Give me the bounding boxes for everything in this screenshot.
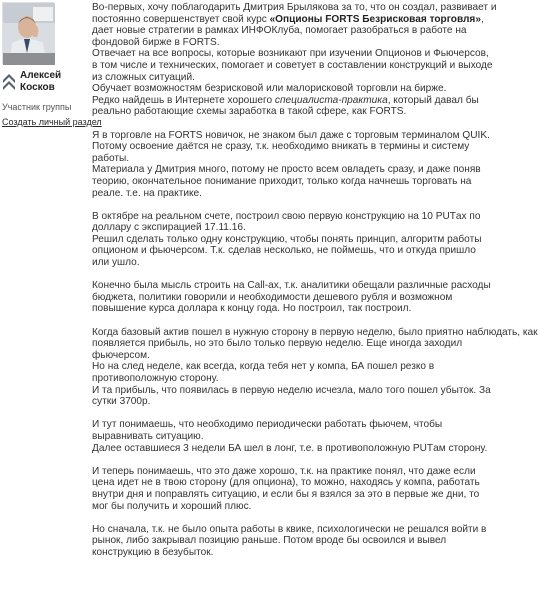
post-text-line: в том числе и технических, помогает и советует в составлении конструкций и выходе: [92, 59, 493, 71]
post-text-line: Во-первых, хочу поблагодарить Дмитрия Брылякова за то, что он создал, развивает и: [92, 2, 497, 13]
post-text-line: дает новые стратегии в рамках ИНФОКлуба, помогает разобраться в работе на: [92, 25, 467, 37]
post-text-line: Материала у Дмитрия много, потому не просто всем овладеть сразу, и даже поняв: [92, 164, 481, 176]
post-text-line: фондовой бирже в FORTS.: [92, 36, 220, 48]
post-text-line: Решил сделать только одну конструкцию, чтобы понять принцип, алгоритм работы: [92, 233, 482, 245]
post-text-line: появляется прибыль, но это было только первую неделю. Еще иногда заходил: [92, 338, 463, 350]
post-text-line: или ушло.: [92, 257, 140, 269]
author-first-name[interactable]: Алексей: [20, 70, 62, 81]
post-text-line: из сложных ситуаций.: [92, 71, 195, 83]
course-title: «Опционы FORTS Безрисковая торговля»: [269, 13, 481, 25]
post-text-line: реале. т.е. на практике.: [92, 187, 202, 199]
post-text-line: И та прибыль, что появилась в первую неделю исчезла, мало того пошел убыток. За: [92, 384, 491, 396]
post-text-line: цена идет не в твою сторону (для опциона), то можно, находясь у компа, работать: [92, 477, 480, 489]
post-text-line: доллару с экспирацией 17.11.16.: [92, 222, 246, 234]
paragraph-gap: [92, 454, 485, 466]
post-text-line: повышение курса доллара к концу года. Но построил, так построил.: [92, 303, 412, 315]
create-section-link[interactable]: Создать личный раздел: [2, 117, 102, 127]
paragraph-gap: [92, 269, 485, 281]
post-text-line: работы.: [92, 152, 130, 164]
post-text-line: противоположную сторону.: [92, 373, 219, 384]
post-text-line: Но сначала, т.к. не было опыта работы в квике, психологически не решался войти в: [92, 523, 487, 535]
post-text-line: В октябре на реальном счете, построил свою первую конструкцию на 10 PUTах по: [92, 210, 481, 222]
post-text-line: Но на след неделе, как всегда, когда тебя нет у компа, БА пошел резко в: [92, 361, 435, 373]
post-text-line: бюджета, политики говорили и необходимости дешевого рубля и возможном: [92, 291, 453, 303]
post-text-line: Обучает возможностям безрисковой или малорисковой торговли на бирже.: [92, 83, 447, 95]
author-sidebar: [0, 0, 102, 600]
post-text-line: рынок, либо закрывал позицию раньше. Потом вроде бы освоился и вывел: [92, 535, 447, 547]
author-last-name[interactable]: Косков: [20, 82, 55, 93]
post-text-line: Когда базовый актив пошел в нужную сторону в первую неделю, было приятно наблюдать, как: [92, 326, 538, 338]
post-text-line: И тут понимаешь, что необходимо периодически работать фьючем, чтобы: [92, 419, 443, 431]
author-name[interactable]: [20, 70, 61, 94]
post-text-line: И теперь понимаешь, что это даже хорошо, т.к. на практике понял, что даже если: [92, 465, 476, 477]
post-text-line: Конечно была мысль строить на Call-ах, т.к. аналитики обещали различные расходы: [92, 280, 491, 292]
post-text-line: Я в торговле на FORTS новичок, не знаком был даже с торговым терминалом QUIK.: [92, 129, 490, 141]
post-text-line: Отвечает на все вопросы, которые возникают при изучении Опционов и Фьючерсов,: [92, 48, 489, 60]
paragraph-gap: [92, 512, 485, 524]
post-text-line: мог бы получить и хороший плюс.: [92, 500, 252, 512]
post-body: [92, 2, 538, 559]
post-text-line: опционом и фьючерсом. Т.к. сделав несколько, не поймешь, что и откуда пришло: [92, 245, 476, 257]
post-text-line: постоянно совершенствует свой курс «Опционы FORTS Безрисковая торговля»,: [92, 13, 484, 25]
author-role: Участник группы: [2, 102, 72, 112]
paragraph-gap: [92, 315, 485, 327]
post-text-line: теорию, окончательное понимание приходит, только когда начнешь торговать на: [92, 175, 472, 187]
post-text-line: фьючерсом.: [92, 349, 150, 361]
post-text-line: Далее оставшиеся 3 недели БА шел в лонг, т.е. в противоположную PUTам сторону.: [92, 442, 488, 454]
paragraph-gap: [92, 408, 485, 420]
paragraph-gap: [92, 199, 485, 211]
avatar-photo: [3, 3, 55, 65]
author-block: [2, 70, 86, 96]
post-text-line: выравнивать ситуацию.: [92, 430, 204, 442]
avatar[interactable]: [2, 2, 54, 64]
post-text-line: сутки 3700р.: [92, 396, 151, 408]
paragraph-gap: [92, 118, 485, 130]
emphasis-text: специалиста-практика: [274, 94, 388, 106]
post-text-line: конструкцию в безубыток.: [92, 546, 214, 558]
post-text-line: Редко найдешь в Интернете хорошего специалиста-практика, который давал бы: [92, 94, 479, 106]
rank-chevrons-icon: [2, 71, 16, 95]
post-text-line: Потому освоение даётся не сразу, т.к. необходимо вникать в термины и систему: [92, 141, 470, 153]
post-text-line: внутри дня и поправлять ситуацию, и если бы я взялся за это в первые же дни, то: [92, 488, 480, 500]
post-text-line: реально работающие схемы заработка в такой сфере, как FORTS.: [92, 106, 407, 118]
